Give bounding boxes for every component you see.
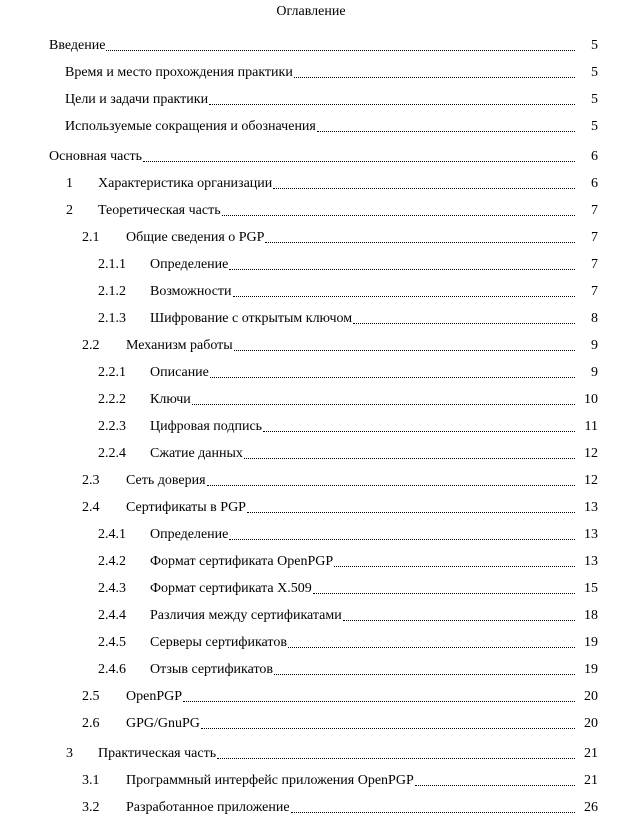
- dot-leader: [229, 269, 575, 270]
- toc-entry[interactable]: [0, 202, 622, 220]
- toc-entry-page: 19: [576, 661, 598, 679]
- toc-entry-number: 2.2: [82, 338, 100, 353]
- toc-entry-page: 26: [576, 799, 598, 817]
- dot-leader: [210, 377, 575, 378]
- toc-entry-number: 3.1: [82, 773, 100, 788]
- toc-entry[interactable]: [0, 391, 622, 409]
- toc-entry-page: 20: [576, 688, 598, 706]
- toc-entry-label: Общие сведения о PGP: [126, 230, 265, 245]
- toc-entry-number: 2.6: [82, 716, 100, 731]
- dot-leader: [222, 215, 575, 216]
- toc-entry-label: Введение: [49, 38, 106, 53]
- toc-entry-label: Цели и задачи практики: [65, 92, 209, 107]
- toc-entry-page: 12: [576, 445, 598, 463]
- toc-entry[interactable]: [0, 445, 622, 463]
- toc-entry-page: 5: [576, 37, 598, 55]
- dot-leader: [233, 296, 575, 297]
- toc-entry-label: OpenPGP: [126, 689, 183, 704]
- toc-entry-page: 21: [576, 772, 598, 790]
- toc-entry-label: Определение: [150, 257, 229, 272]
- dot-leader: [201, 728, 575, 729]
- toc-entry-number: 2.5: [82, 689, 100, 704]
- dot-leader: [274, 674, 575, 675]
- toc-entry-label: Основная часть: [49, 149, 143, 164]
- toc-entry-page: 15: [576, 580, 598, 598]
- toc-entry-label: Программный интерфейс приложения OpenPGP: [126, 773, 414, 788]
- toc-entry[interactable]: [0, 607, 622, 625]
- toc-entry-number: 2.1.2: [98, 284, 126, 299]
- toc-entry-number: 2.4.2: [98, 554, 126, 569]
- toc-entry-number: 1: [66, 176, 73, 191]
- toc-entry-number: 3.2: [82, 800, 100, 815]
- dot-leader: [273, 188, 575, 189]
- toc-entry-number: 2.4.5: [98, 635, 126, 650]
- toc-entry-number: 2.4: [82, 500, 100, 515]
- dot-leader: [317, 131, 575, 132]
- toc-entry-number: 2: [66, 203, 73, 218]
- toc-entry-label: Практическая часть: [98, 746, 217, 761]
- toc-entry-label: Формат сертификата OpenPGP: [150, 554, 334, 569]
- toc-entry-number: 2.4.6: [98, 662, 126, 677]
- toc-entry[interactable]: [0, 634, 622, 652]
- toc-entry-label: Используемые сокращения и обозначения: [65, 119, 316, 134]
- dot-leader: [106, 50, 575, 51]
- toc-entry-number: 2.2.1: [98, 365, 126, 380]
- toc-entry-number: 2.3: [82, 473, 100, 488]
- toc-entry-label: Характеристика организации: [98, 176, 273, 191]
- dot-leader: [234, 350, 575, 351]
- dot-leader: [288, 647, 575, 648]
- toc-entry[interactable]: [0, 91, 622, 109]
- dot-leader: [294, 77, 575, 78]
- toc-entry-page: 13: [576, 499, 598, 517]
- toc-entry-label: Формат сертификата X.509: [150, 581, 312, 596]
- toc-entry[interactable]: [0, 148, 622, 166]
- toc-entry-page: 7: [576, 283, 598, 301]
- toc-entry-page: 5: [576, 118, 598, 136]
- toc-title: Оглавление: [276, 4, 346, 19]
- dot-leader: [291, 812, 575, 813]
- toc-entry-number: 2.4.3: [98, 581, 126, 596]
- toc-entry-page: 5: [576, 91, 598, 109]
- toc-entry[interactable]: [0, 418, 622, 436]
- toc-entry-number: 2.4.1: [98, 527, 126, 542]
- toc-entry-number: 2.1.3: [98, 311, 126, 326]
- toc-entry-number: 3: [66, 746, 73, 761]
- toc-entry[interactable]: [0, 772, 622, 790]
- toc-entry[interactable]: [0, 553, 622, 571]
- toc-entry[interactable]: [0, 229, 622, 247]
- toc-entry-label: Время и место прохождения практики: [65, 65, 293, 80]
- dot-leader: [353, 323, 575, 324]
- toc-entry-page: 9: [576, 364, 598, 382]
- toc-entry-label: Сжатие данных: [150, 446, 243, 461]
- dot-leader: [247, 512, 575, 513]
- toc-entry-number: 2.4.4: [98, 608, 126, 623]
- toc-entry[interactable]: [0, 745, 622, 763]
- toc-entry[interactable]: [0, 364, 622, 382]
- dot-leader: [143, 161, 575, 162]
- toc-entry-label: Шифрование с открытым ключом: [150, 311, 353, 326]
- toc-entry-number: 2.2.3: [98, 419, 126, 434]
- dot-leader: [217, 758, 575, 759]
- toc-entry[interactable]: [0, 64, 622, 82]
- dot-leader: [343, 620, 575, 621]
- toc-entry-label: Серверы сертификатов: [150, 635, 287, 650]
- toc-entry-number: 2.1.1: [98, 257, 126, 272]
- toc-entry[interactable]: [0, 661, 622, 679]
- dot-leader: [244, 458, 575, 459]
- toc-entry[interactable]: [0, 715, 622, 733]
- toc-entry-label: Сертификаты в PGP: [126, 500, 246, 515]
- toc-entry-label: Ключи: [150, 392, 191, 407]
- toc-entry[interactable]: [0, 283, 622, 301]
- toc-entry-page: 13: [576, 526, 598, 544]
- toc-entry-label: Теоретическая часть: [98, 203, 221, 218]
- dot-leader: [209, 104, 575, 105]
- toc-entry[interactable]: [0, 256, 622, 274]
- dot-leader: [183, 701, 575, 702]
- toc-entry-page: 10: [576, 391, 598, 409]
- toc-entry-label: Механизм работы: [126, 338, 233, 353]
- toc-entry[interactable]: [0, 37, 622, 55]
- toc-entry[interactable]: [0, 799, 622, 817]
- toc-entry-page: 19: [576, 634, 598, 652]
- toc-entry[interactable]: [0, 118, 622, 136]
- toc-entry-page: 6: [576, 175, 598, 193]
- dot-leader: [229, 539, 575, 540]
- toc-entry[interactable]: [0, 310, 622, 328]
- toc-entry[interactable]: [0, 580, 622, 598]
- toc-entry-page: 12: [576, 472, 598, 490]
- toc-entry-page: 11: [576, 418, 598, 436]
- dot-leader: [415, 785, 575, 786]
- toc-entry-page: 7: [576, 229, 598, 247]
- toc-entry-label: Описание: [150, 365, 209, 380]
- toc-entry[interactable]: [0, 175, 622, 193]
- dot-leader: [192, 404, 575, 405]
- toc-entry-label: Отзыв сертификатов: [150, 662, 274, 677]
- toc-entry[interactable]: [0, 337, 622, 355]
- toc-entry-label: Различия между сертификатами: [150, 608, 342, 623]
- toc-entry[interactable]: [0, 688, 622, 706]
- dot-leader: [265, 242, 575, 243]
- toc-entry-page: 8: [576, 310, 598, 328]
- toc-entry[interactable]: [0, 472, 622, 490]
- dot-leader: [313, 593, 575, 594]
- toc-entry-page: 21: [576, 745, 598, 763]
- toc-entry-page: 7: [576, 202, 598, 220]
- toc-entry-number: 2.2.2: [98, 392, 126, 407]
- toc-entry-label: Разработанное приложение: [126, 800, 290, 815]
- dot-leader: [207, 485, 575, 486]
- toc-entry[interactable]: [0, 499, 622, 517]
- toc-entry-number: 2.1: [82, 230, 100, 245]
- toc-entry-label: GPG/GnuPG: [126, 716, 200, 731]
- toc-entry-page: 7: [576, 256, 598, 274]
- toc-entry-page: 18: [576, 607, 598, 625]
- toc-entry-page: 13: [576, 553, 598, 571]
- toc-entry-number: 2.2.4: [98, 446, 126, 461]
- toc-entry[interactable]: [0, 526, 622, 544]
- toc-entry-label: Цифровая подпись: [150, 419, 263, 434]
- dot-leader: [334, 566, 575, 567]
- toc-entry-page: 6: [576, 148, 598, 166]
- toc-entry-page: 20: [576, 715, 598, 733]
- toc-entry-page: 9: [576, 337, 598, 355]
- dot-leader: [263, 431, 575, 432]
- toc-entry-label: Возможности: [150, 284, 232, 299]
- toc-entry-label: Сеть доверия: [126, 473, 206, 488]
- toc-entry-page: 5: [576, 64, 598, 82]
- toc-entry-label: Определение: [150, 527, 229, 542]
